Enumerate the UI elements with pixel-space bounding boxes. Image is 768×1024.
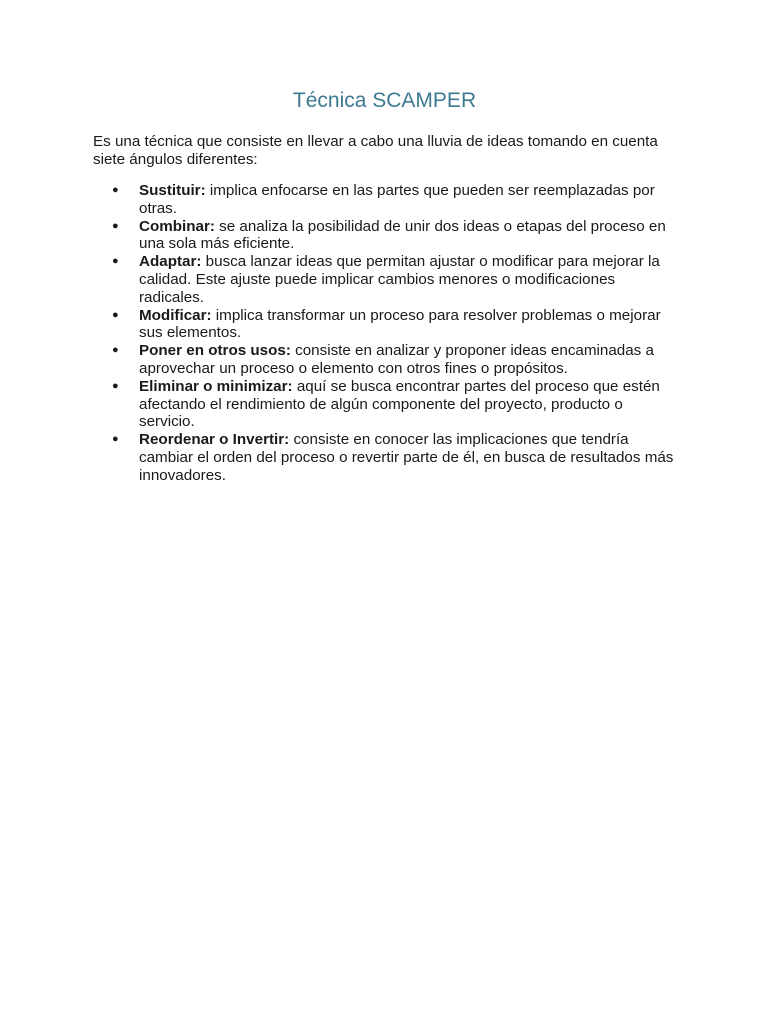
bullet-icon: ● xyxy=(112,255,119,268)
list-item xyxy=(112,217,676,254)
item-term: Reordenar o Invertir: xyxy=(139,431,290,449)
item-term: Eliminar o minimizar: xyxy=(139,377,293,395)
item-description: aquí se busca encontrar partes del proceso que estén afectando el rendimiento de algún componente del proyecto, producto o servicio. xyxy=(139,377,660,431)
bullet-icon: ● xyxy=(112,379,119,392)
item-description: consiste en conocer las implicaciones que tendría cambiar el orden del proceso o revertir parte de él, en busca de resultados más innovadores. xyxy=(139,431,674,484)
item-description: se analiza la posibilidad de unir dos ideas o etapas del proceso en una sola más eficiente. xyxy=(139,217,666,253)
item-term: Adaptar: xyxy=(139,253,202,271)
list-item xyxy=(112,253,676,306)
item-description: busca lanzar ideas que permitan ajustar o modificar para mejorar la calidad. Este ajuste puede implicar cambios menores o modificaciones radicales. xyxy=(139,253,660,306)
item-term: Combinar: xyxy=(139,217,215,235)
list-item xyxy=(112,342,676,378)
scamper-list xyxy=(93,182,676,485)
list-item xyxy=(112,377,676,431)
bullet-icon: ● xyxy=(112,184,119,196)
item-term: Modificar: xyxy=(139,306,212,324)
bullet-icon: ● xyxy=(112,344,119,357)
item-term: Poner en otros usos: xyxy=(139,342,291,360)
list-item xyxy=(112,182,676,218)
bullet-icon: ● xyxy=(112,219,119,232)
bullet-icon: ● xyxy=(112,433,119,446)
item-description: implica enfocarse en las partes que pueden ser reemplazadas por otras. xyxy=(139,182,655,217)
document-title: Técnica SCAMPER xyxy=(292,89,477,112)
item-description: consiste en analizar y proponer ideas encaminadas a aprovechar un proceso o elemento con otros fines o propósitos. xyxy=(139,342,654,377)
intro-paragraph: Es una técnica que consiste en llevar a cabo una lluvia de ideas tomando en cuenta siete ángulos diferentes: xyxy=(93,133,658,168)
list-item xyxy=(112,306,676,343)
bullet-icon: ● xyxy=(112,308,119,321)
item-term: Sustituir: xyxy=(139,182,206,199)
item-description: implica transformar un proceso para resolver problemas o mejorar sus elementos. xyxy=(139,306,661,342)
list-item xyxy=(112,431,676,484)
